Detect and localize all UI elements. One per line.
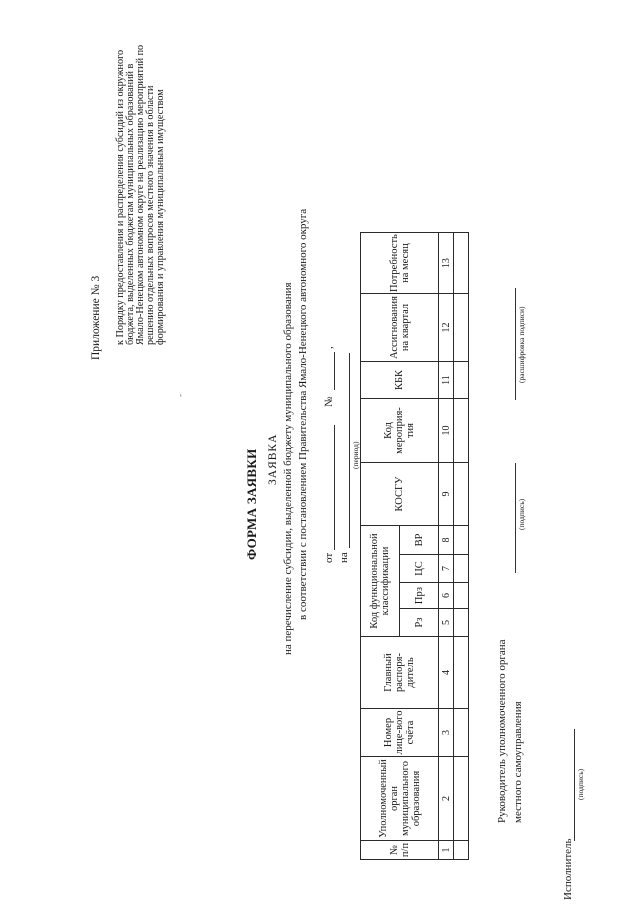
header-prz: Прз — [400, 583, 439, 609]
request-table — [360, 232, 469, 860]
cell-vr[interactable] — [454, 526, 469, 555]
head-signature-label-2: местного самоуправления — [512, 701, 524, 823]
scan-mark: - — [175, 394, 185, 397]
request-line-1: на перечисление субсидии, выделенной бюджету муниципального образования — [282, 282, 294, 655]
col-num-6: 6 — [439, 583, 454, 609]
col-num-5: 5 — [439, 609, 454, 637]
request-title: ЗАЯВКА — [267, 433, 279, 485]
cell-authority[interactable] — [454, 757, 469, 841]
col-num-1: 1 — [439, 841, 454, 860]
data-row — [454, 233, 469, 860]
cell-need[interactable] — [454, 233, 469, 294]
cell-kosgu[interactable] — [454, 463, 469, 526]
date-label: от — [323, 552, 335, 563]
period-label: на — [338, 552, 350, 563]
header-event-code: Код мероприя-тия — [361, 399, 439, 463]
cell-prz[interactable] — [454, 583, 469, 609]
head-signature-line — [515, 463, 516, 573]
header-kbk: КБК — [361, 362, 439, 399]
col-num-4: 4 — [439, 637, 454, 709]
executor-signature-caption: (подпись) — [576, 768, 585, 800]
head-signature-label-1: Руководитель уполномоченного органа — [496, 639, 508, 823]
executor-label: Исполнитель — [562, 838, 574, 900]
cell-cs[interactable] — [454, 555, 469, 583]
header-row-1 — [361, 233, 400, 860]
header-need: Потребность на месяц — [361, 233, 439, 294]
decode-signature-caption: (расшифровка подписи) — [517, 306, 526, 383]
period-field-line — [349, 353, 350, 548]
col-num-8: 8 — [439, 526, 454, 555]
header-cs: ЦС — [400, 555, 439, 583]
col-num-2: 2 — [439, 757, 454, 841]
header-kosgu: КОСГУ — [361, 463, 439, 526]
header-allocations: Ассигнования на квартал — [361, 294, 439, 362]
header-func-code: Код функциональной классификации — [361, 526, 400, 637]
decode-signature-line — [515, 288, 516, 400]
header-manager: Главный распоря-дитель — [361, 637, 439, 709]
col-num-9: 9 — [439, 463, 454, 526]
header-rz: Рз — [400, 609, 439, 637]
col-num-10: 10 — [439, 399, 454, 463]
col-num-3: 3 — [439, 709, 454, 757]
cell-manager[interactable] — [454, 637, 469, 709]
col-num-12: 12 — [439, 294, 454, 362]
annex-title: Приложение № 3 — [90, 275, 102, 360]
head-signature-caption: (подпись) — [517, 498, 526, 530]
column-numbers-row — [439, 233, 454, 860]
request-line-2: в соответствии с постановлением Правительства Ямало-Ненецкого автономного округа — [297, 208, 309, 620]
form-title: ФОРМА ЗАЯВКИ — [244, 448, 259, 560]
cell-allocations[interactable] — [454, 294, 469, 362]
cell-account[interactable] — [454, 709, 469, 757]
number-label: № — [323, 396, 335, 407]
header-account: Номер лице-вого счёта — [361, 709, 439, 757]
executor-signature-line — [574, 729, 575, 841]
header-vr: ВР — [400, 526, 439, 555]
cell-no[interactable] — [454, 841, 469, 860]
cell-event-code[interactable] — [454, 399, 469, 463]
period-caption: (период) — [351, 441, 360, 469]
cell-kbk[interactable] — [454, 362, 469, 399]
number-field-line — [334, 352, 335, 390]
date-field-line — [334, 425, 335, 550]
annex-body: к Порядку предоставления и распределения субсидий из окружного бюджета, выделенных бюджетам муниципальных образований в Ямало-Ненецком автономном округе на реализацию мероприятий по решению отдельных вопросов местного значения в области формирования и управления муниципальным имуществом — [115, 44, 167, 345]
header-no: № п/п — [361, 841, 439, 860]
comma: , — [323, 346, 335, 349]
col-num-11: 11 — [439, 362, 454, 399]
header-authority: Уполномоченный орган муниципального образования — [361, 757, 439, 841]
cell-rz[interactable] — [454, 609, 469, 637]
col-num-13: 13 — [439, 233, 454, 294]
col-num-7: 7 — [439, 555, 454, 583]
